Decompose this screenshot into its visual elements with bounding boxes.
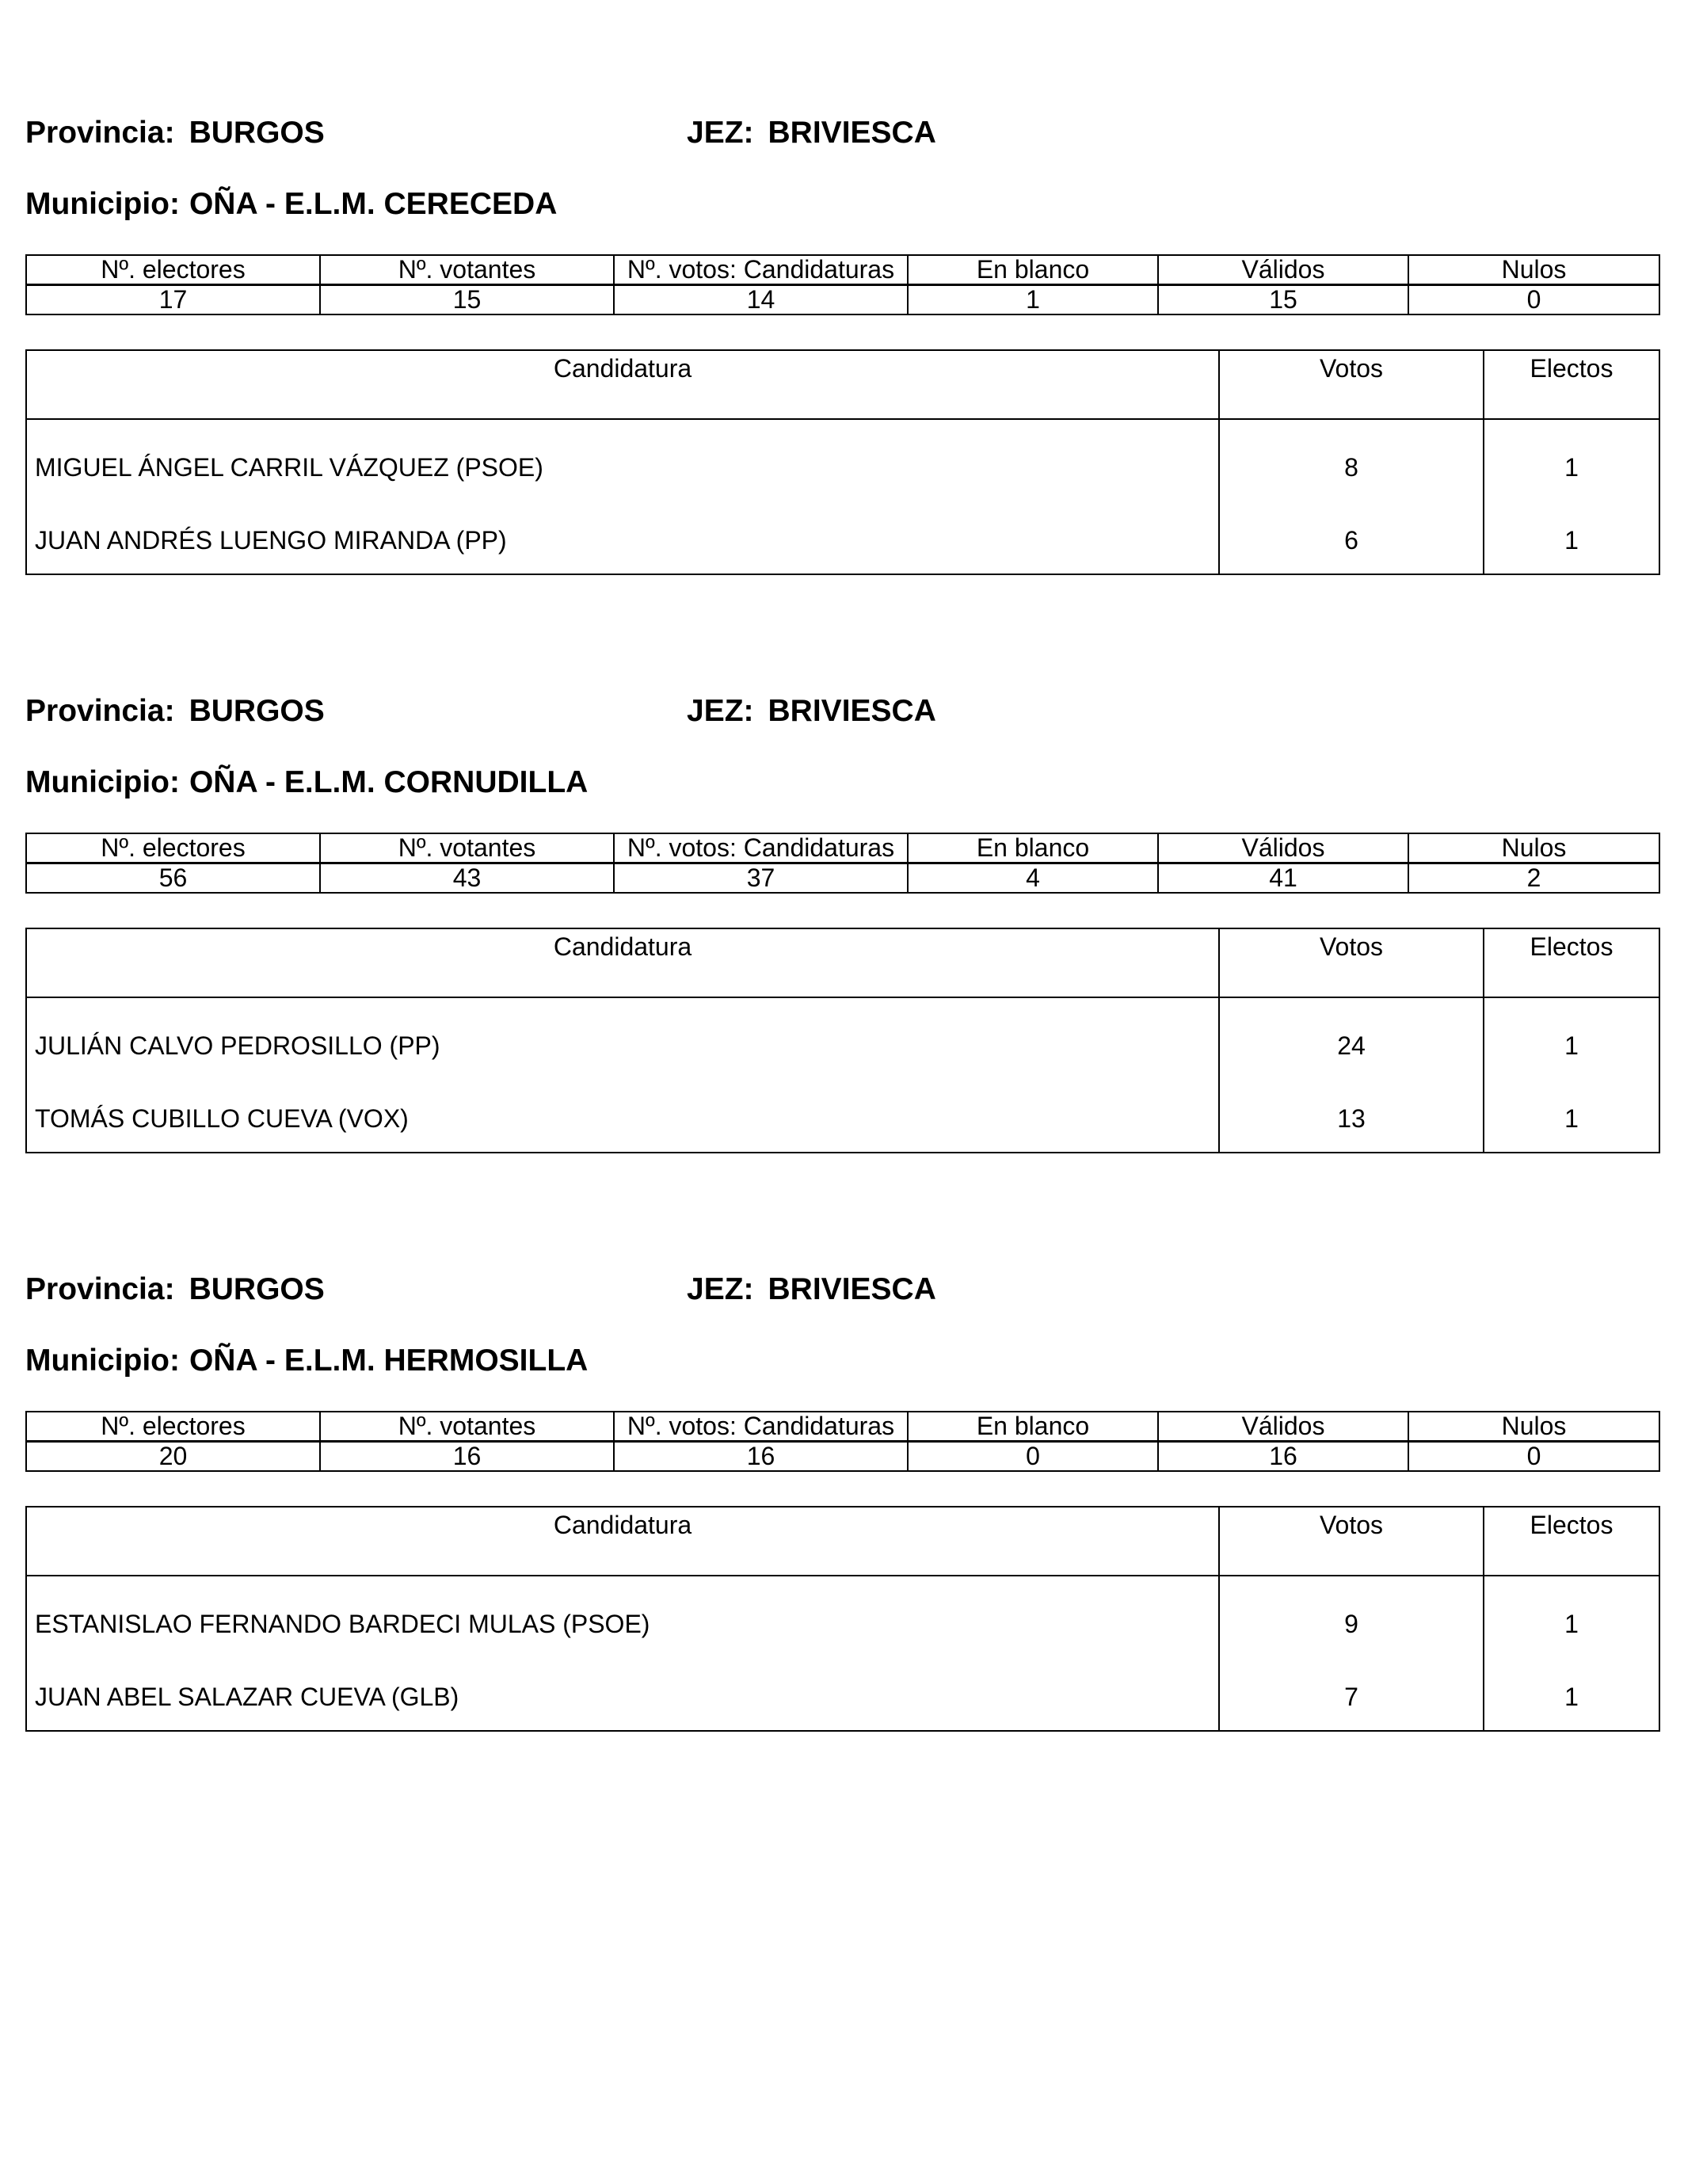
header-candidatura: Candidatura — [26, 928, 1219, 997]
stats-header-en-blanco: En blanco — [908, 833, 1158, 863]
stats-header-en-blanco: En blanco — [908, 1412, 1158, 1442]
candidate-row — [26, 997, 1659, 1085]
stats-value-row — [26, 863, 1659, 894]
candidate-electos: 1 — [1484, 1576, 1659, 1664]
candidate-name: JUAN ANDRÉS LUENGO MIRANDA (PP) — [26, 507, 1219, 574]
header-votos: Votos — [1219, 350, 1484, 419]
provincia-label: Provincia: — [25, 1272, 175, 1306]
candidate-row — [26, 1664, 1659, 1731]
stats-header-votantes: Nº. votantes — [320, 833, 614, 863]
municipio-value: OÑA - E.L.M. CERECEDA — [189, 187, 558, 221]
stats-header-electores: Nº. electores — [26, 1412, 320, 1442]
jez-heading — [687, 694, 936, 732]
candidates-header-row — [26, 1507, 1659, 1576]
candidates-header-row — [26, 928, 1659, 997]
stats-table — [25, 833, 1660, 894]
stats-value-en-blanco: 0 — [908, 1442, 1158, 1472]
stats-value-validos: 16 — [1158, 1442, 1408, 1472]
stats-value-nulos: 0 — [1408, 1442, 1659, 1472]
stats-header-row — [26, 1412, 1659, 1442]
provincia-value: BURGOS — [189, 694, 325, 728]
stats-value-row — [26, 285, 1659, 315]
jez-heading — [687, 1272, 936, 1310]
candidate-name: TOMÁS CUBILLO CUEVA (VOX) — [26, 1085, 1219, 1153]
candidates-table — [25, 928, 1660, 1153]
municipio-label: Municipio: — [25, 765, 180, 799]
stats-value-electores: 17 — [26, 285, 320, 315]
stats-value-votos-candidaturas: 16 — [614, 1442, 908, 1472]
candidate-votos: 7 — [1219, 1664, 1484, 1731]
provincia-heading — [25, 116, 325, 154]
candidate-electos: 1 — [1484, 507, 1659, 574]
provincia-heading — [25, 1272, 325, 1310]
stats-header-row — [26, 833, 1659, 863]
stats-value-validos: 15 — [1158, 285, 1408, 315]
jez-value: BRIVIESCA — [768, 116, 936, 150]
header-candidatura: Candidatura — [26, 1507, 1219, 1576]
municipio-label: Municipio: — [25, 1344, 180, 1378]
stats-header-votos-candidaturas: Nº. votos: Candidaturas — [614, 255, 908, 285]
candidate-name: MIGUEL ÁNGEL CARRIL VÁZQUEZ (PSOE) — [26, 419, 1219, 507]
stats-value-votantes: 43 — [320, 863, 614, 894]
candidate-row — [26, 507, 1659, 574]
candidate-votos: 9 — [1219, 1576, 1484, 1664]
stats-header-votantes: Nº. votantes — [320, 1412, 614, 1442]
provincia-label: Provincia: — [25, 116, 175, 150]
stats-value-votantes: 15 — [320, 285, 614, 315]
candidate-row — [26, 419, 1659, 507]
provincia-label: Provincia: — [25, 694, 175, 728]
stats-header-votos-candidaturas: Nº. votos: Candidaturas — [614, 833, 908, 863]
stats-value-row — [26, 1442, 1659, 1472]
candidate-name: JULIÁN CALVO PEDROSILLO (PP) — [26, 997, 1219, 1085]
municipio-heading — [25, 1344, 588, 1378]
candidate-electos: 1 — [1484, 997, 1659, 1085]
provincia-heading — [25, 694, 325, 732]
stats-value-electores: 56 — [26, 863, 320, 894]
stats-header-nulos: Nulos — [1408, 255, 1659, 285]
stats-header-nulos: Nulos — [1408, 1412, 1659, 1442]
candidate-votos: 24 — [1219, 997, 1484, 1085]
header-electos: Electos — [1484, 1507, 1659, 1576]
jez-value: BRIVIESCA — [768, 694, 936, 728]
jez-label: JEZ: — [687, 1272, 754, 1306]
jez-value: BRIVIESCA — [768, 1272, 936, 1306]
candidate-electos: 1 — [1484, 1085, 1659, 1153]
municipio-heading — [25, 765, 588, 800]
stats-header-row — [26, 255, 1659, 285]
candidate-row — [26, 1085, 1659, 1153]
header-votos: Votos — [1219, 928, 1484, 997]
candidate-electos: 1 — [1484, 1664, 1659, 1731]
stats-header-nulos: Nulos — [1408, 833, 1659, 863]
header-electos: Electos — [1484, 928, 1659, 997]
stats-header-electores: Nº. electores — [26, 833, 320, 863]
stats-value-en-blanco: 1 — [908, 285, 1158, 315]
candidates-table — [25, 349, 1660, 575]
candidate-votos: 6 — [1219, 507, 1484, 574]
stats-header-electores: Nº. electores — [26, 255, 320, 285]
provincia-value: BURGOS — [189, 116, 325, 150]
candidate-row — [26, 1576, 1659, 1664]
candidate-votos: 13 — [1219, 1085, 1484, 1153]
stats-header-validos: Válidos — [1158, 1412, 1408, 1442]
candidate-electos: 1 — [1484, 419, 1659, 507]
municipio-value: OÑA - E.L.M. CORNUDILLA — [189, 765, 589, 799]
stats-header-validos: Válidos — [1158, 833, 1408, 863]
municipio-value: OÑA - E.L.M. HERMOSILLA — [189, 1344, 589, 1378]
municipio-heading — [25, 187, 557, 222]
stats-table — [25, 1411, 1660, 1472]
stats-value-validos: 41 — [1158, 863, 1408, 894]
stats-header-validos: Válidos — [1158, 255, 1408, 285]
jez-heading — [687, 116, 936, 154]
stats-header-en-blanco: En blanco — [908, 255, 1158, 285]
stats-header-votantes: Nº. votantes — [320, 255, 614, 285]
header-electos: Electos — [1484, 350, 1659, 419]
stats-value-nulos: 2 — [1408, 863, 1659, 894]
stats-header-votos-candidaturas: Nº. votos: Candidaturas — [614, 1412, 908, 1442]
candidate-name: JUAN ABEL SALAZAR CUEVA (GLB) — [26, 1664, 1219, 1731]
provincia-value: BURGOS — [189, 1272, 325, 1306]
stats-value-votantes: 16 — [320, 1442, 614, 1472]
stats-table — [25, 254, 1660, 315]
stats-value-votos-candidaturas: 37 — [614, 863, 908, 894]
stats-value-votos-candidaturas: 14 — [614, 285, 908, 315]
stats-value-en-blanco: 4 — [908, 863, 1158, 894]
candidates-table — [25, 1506, 1660, 1732]
candidate-name: ESTANISLAO FERNANDO BARDECI MULAS (PSOE) — [26, 1576, 1219, 1664]
stats-value-nulos: 0 — [1408, 285, 1659, 315]
header-votos: Votos — [1219, 1507, 1484, 1576]
stats-value-electores: 20 — [26, 1442, 320, 1472]
jez-label: JEZ: — [687, 116, 754, 150]
jez-label: JEZ: — [687, 694, 754, 728]
candidates-header-row — [26, 350, 1659, 419]
header-candidatura: Candidatura — [26, 350, 1219, 419]
candidate-votos: 8 — [1219, 419, 1484, 507]
municipio-label: Municipio: — [25, 187, 180, 221]
